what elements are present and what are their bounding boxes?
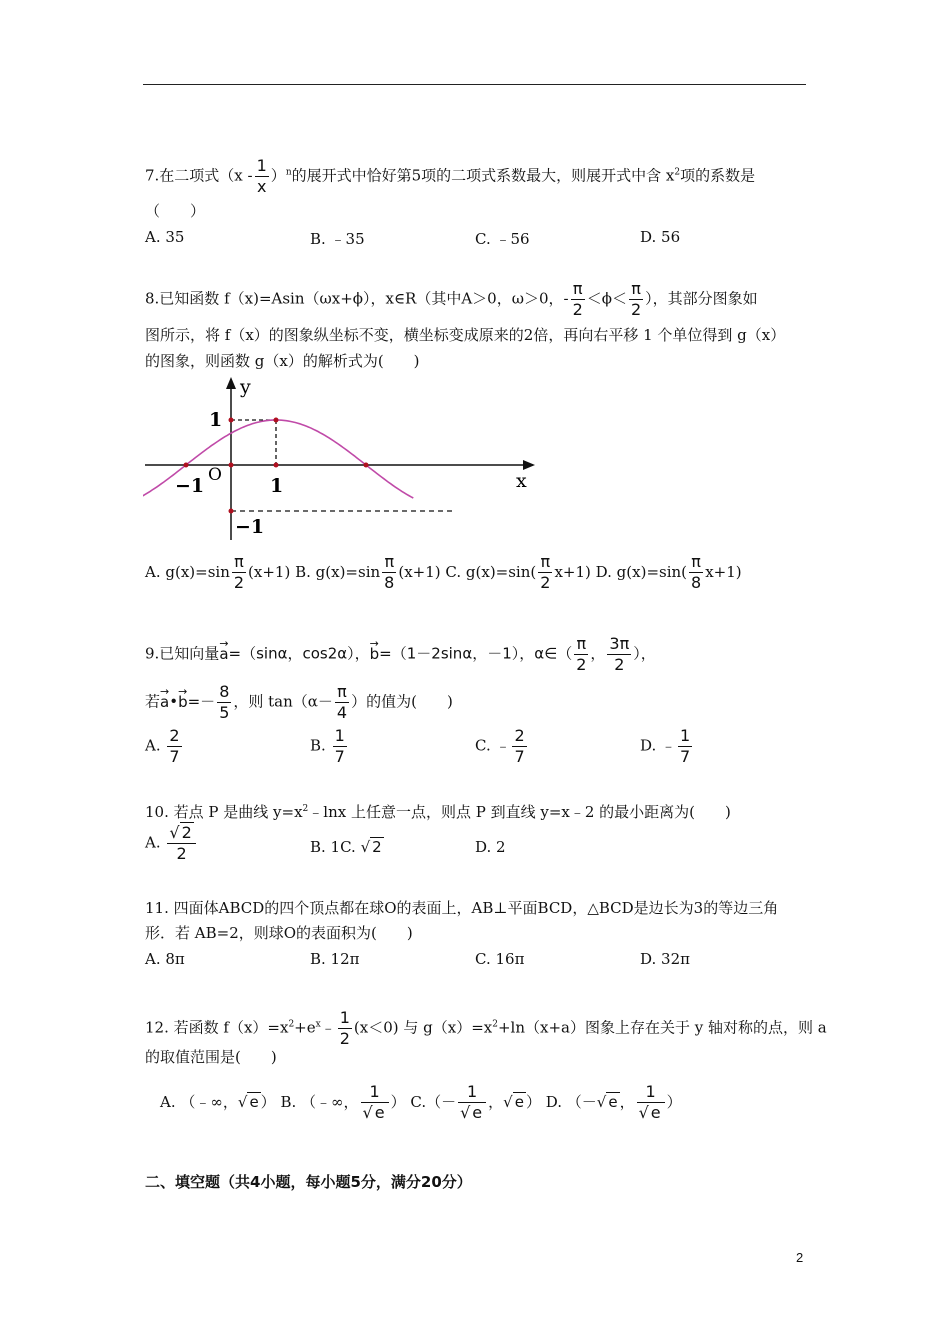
fraction: $\frac{1}{7}$ [680, 726, 691, 766]
q12-stem-line2: 的取值范围是( ) [145, 1048, 277, 1066]
q9-stem-line2: 若→ a•→ b=－ $\frac{8}{5}$ ，则 tan（α－ $\frac{\pi}{4}$ ）的值为( ) [145, 684, 453, 721]
sqrt: √ e [237, 1092, 259, 1111]
q11-option-c: C. 16π [475, 950, 525, 968]
q12-option-d: D. （－√ e ， $\frac{1}{√ e}$ ） [545, 1082, 682, 1122]
q10-option-bc: B. 1C. √ 2 [310, 838, 382, 856]
q8-option-a: A. g(x)=sin $\frac{\pi}{2}$ (x+1) [145, 552, 291, 592]
y-axis-label: y [240, 376, 251, 398]
fraction: $\frac{\pi}{2}$ [576, 634, 587, 674]
q11-option-d: D. 32π [640, 950, 690, 968]
fraction: $\frac{\pi}{2}$ [233, 552, 245, 592]
q11-stem-line1: 11. 四面体ABCD的四个顶点都在球O的表面上，AB⊥平面BCD，△BCD是边长为3的等边三角 [145, 899, 779, 917]
q8-option-c: C. g(x)=sin( $\frac{\pi}{2}$ x+1) [445, 552, 591, 592]
q7-option-d: D. 56 [640, 228, 681, 246]
page-number: 2 [796, 1250, 804, 1265]
q12-option-b: B. （﹣∞， $\frac{1}{√ e}$ ） [280, 1082, 406, 1122]
fraction: $\frac{\pi}{2}$ [630, 279, 642, 319]
q7-option-a: A. 35 [145, 228, 185, 246]
fraction: $\frac{1}{2}$ [339, 1008, 350, 1048]
sqrt: √ e [638, 1103, 661, 1122]
fraction: $\frac{\pi}{4}$ [336, 682, 348, 722]
q11-option-a: A. 8π [145, 950, 185, 968]
sqrt: √ e [362, 1103, 385, 1122]
vector-b: → b [178, 693, 188, 711]
point-3 [364, 463, 369, 468]
q11-stem-line2: 形．若 AB=2，则球O的表面积为( ) [145, 924, 413, 942]
fraction: $\frac{2}{7}$ [169, 726, 180, 766]
x-axis-label: x [516, 470, 527, 492]
q8-stem-line3: 的图象，则函数 g（x）的解析式为( ) [145, 352, 420, 370]
fraction: $\frac{8}{5}$ [219, 682, 230, 722]
fraction: $\frac{1}{√ e}$ [637, 1084, 665, 1121]
q8-option-d: D. g(x)=sin( $\frac{\pi}{8}$ x+1) [595, 552, 742, 592]
q7-option-b: B. ﹣35 [310, 230, 365, 248]
q10-option-d: D. 2 [475, 838, 506, 856]
q9-option-b: B. $\frac{1}{7}$ [310, 726, 345, 766]
fraction: $\frac{√ 2}{2}$ [167, 825, 195, 862]
section-heading: 二、填空题（共4小题，每小题5分，满分20分） [145, 1173, 472, 1191]
tick-label-x1: 1 [270, 475, 284, 497]
point-neg1 [184, 463, 189, 468]
fraction: $\frac{1}{x}$ [256, 156, 267, 196]
q10-option-a: A. $\frac{√ 2}{2}$ [145, 825, 198, 862]
tick-label-yneg1: −1 [235, 516, 265, 538]
sqrt: √ 2 [169, 823, 192, 842]
sqrt: √ 2 [360, 838, 382, 856]
q12-option-c: C.（－ $\frac{1}{√ e}$ ，√ e ） [410, 1082, 541, 1122]
fraction: $\frac{3\pi}{2}$ [609, 634, 630, 674]
origin-label: O [208, 465, 222, 485]
point-max [274, 418, 279, 423]
q9-option-d: D. ﹣ $\frac{1}{7}$ [640, 726, 691, 766]
sine-graph [143, 375, 538, 545]
fraction: $\frac{\pi}{2}$ [540, 552, 551, 592]
fraction: $\frac{\pi}{8}$ [691, 552, 702, 592]
q8-stem-line2: 图所示，将 f（x）的图象纵坐标不变，横坐标变成原来的2倍，再向右平移 1 个单位得到 g（x） [145, 326, 786, 344]
header-rule [143, 84, 806, 85]
sqrt: √ e [460, 1103, 483, 1122]
fraction: $\frac{\pi}{2}$ [572, 279, 583, 319]
x-axis-arrow [523, 460, 535, 470]
q7-bracket: （ ） [145, 202, 206, 220]
q9-option-c: C. ﹣ $\frac{2}{7}$ [475, 726, 525, 766]
q8-stem-line1: 8.已知函数 f（x)=Asin（ωx+ϕ），x∈R（其中A＞0，ω＞0，- $\frac{\pi}{2}$ ＜ϕ＜ $\frac{\pi}{2}$ ），其部分图象如 [145, 279, 758, 319]
sqrt: √ e [503, 1092, 524, 1111]
vector-a: → a [160, 693, 169, 711]
point-1 [274, 463, 279, 468]
fraction: $\frac{1}{7}$ [334, 726, 345, 766]
q7-option-c: C. ﹣56 [475, 230, 530, 248]
vector-a: → a [219, 645, 228, 663]
q9-stem-line1: 9.已知向量→ a=（sinα，cos2α），→ b=（1－2sinα，－1），α∈（ $\frac{\pi}{2}$ ， $\frac{3\pi}{2}$ ）， [145, 636, 656, 673]
q8-options [145, 554, 742, 591]
fraction: $\frac{1}{√ e}$ [361, 1084, 389, 1121]
q11-option-b: B. 12π [310, 950, 360, 968]
q7-stem: 7.在二项式（x - $\frac{1}{x}$ ）$^n$的展开式中恰好第5项的二项式系数最大，则展开式中含 $x^2$项的系数是 [145, 156, 756, 196]
point-origin [229, 463, 234, 468]
q12-option-a: A. （﹣∞，√ e ） [160, 1092, 276, 1111]
y-axis-arrow [226, 377, 236, 389]
fraction: $\frac{2}{7}$ [514, 726, 525, 766]
q12-stem-line1: 12. 若函数 $f(x)=x^2+e^x﹣$ $\frac{1}{2}$ (x＜0) 与 $g(x)=x^2+\ln(x+a)$图象上存在关于 y 轴对称的点，则 a [145, 1008, 827, 1048]
fraction: $\frac{1}{√ e}$ [458, 1084, 486, 1121]
vector-b: → b [370, 645, 380, 663]
q10-stem: 10. 若点 P 是曲线 $y=x^2﹣\ln x$ 上任意一点，则点 P 到直线 y=x﹣2 的最小距离为( ) [145, 803, 731, 821]
tick-label-y1: 1 [209, 409, 223, 431]
q9-option-a: A. $\frac{2}{7}$ [145, 726, 180, 766]
point-y1 [229, 418, 234, 423]
tick-label-xneg1: −1 [175, 475, 205, 497]
sqrt: √ e [596, 1092, 618, 1111]
fraction: $\frac{\pi}{8}$ [384, 552, 395, 592]
q8-option-b: B. g(x)=sin $\frac{\pi}{8}$ (x+1) [295, 552, 441, 592]
point-yneg1 [229, 509, 234, 514]
q12-options [160, 1084, 682, 1121]
